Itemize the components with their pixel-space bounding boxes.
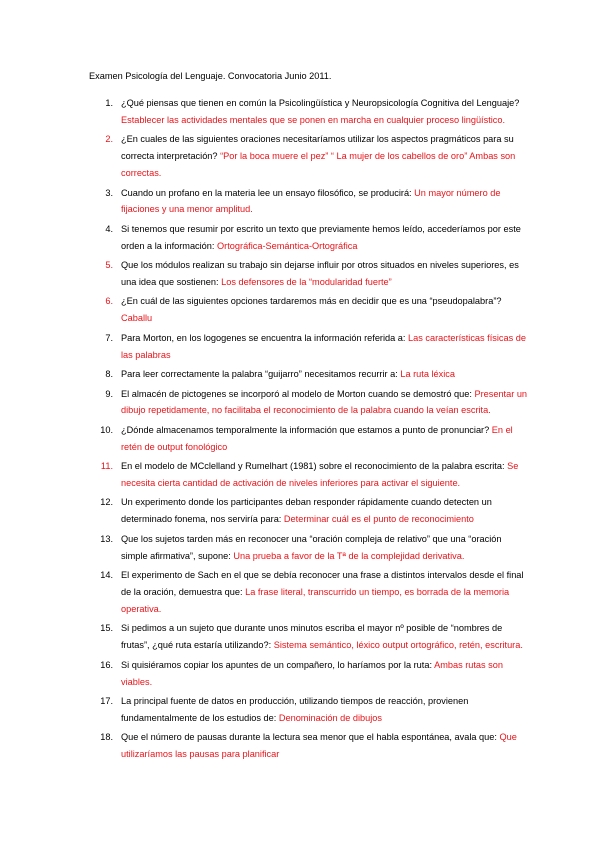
question-item <box>89 95 529 129</box>
question-item <box>89 567 529 618</box>
question-number: 11. <box>100 461 113 472</box>
question-number: 12. <box>100 497 113 508</box>
answer-text: Que utilizaríamos las pausas para planificar <box>121 732 517 760</box>
answer-text: Una prueba a favor de la Tª de la complejidad derivativa. <box>233 550 465 561</box>
answer-text: La frase literal, transcurrido un tiempo, es borrada de la memoria operativa. <box>121 586 510 614</box>
question-text: El experimento de Sach en el que se debía reconocer una frase a distintos intervalos desde el final de la oración, demuestra que: <box>121 570 524 597</box>
question-text: Si pedimos a un sujeto que durante unos minutos escriba el mayor nº posible de “nombres de frutas”, ¿qué ruta estaría utilizando?: <box>121 623 503 651</box>
question-text: En el modelo de MCclelland y Rumelhart (1981) sobre el reconocimiento de la palabra escrita: <box>121 461 505 472</box>
question-text: El almacén de pictogenes se incorporó al modelo de Morton cuando se demostró que: <box>121 388 472 399</box>
question-text: ¿En cuales de las siguientes oraciones necesitaríamos utilizar los aspectos pragmáticos para su correcta interpretación? <box>121 134 514 162</box>
question-number: 10. <box>100 424 113 435</box>
question-text: Para Morton, en los logogenes se encuentra la información referida a: <box>121 332 406 343</box>
question-number: 14. <box>100 570 113 581</box>
question-item <box>89 422 529 456</box>
question-item <box>89 693 529 727</box>
question-number: 17. <box>100 695 113 706</box>
question-text: Si quisiéramos copiar los apuntes de un compañero, lo haríamos por la ruta: <box>121 659 433 670</box>
question-item <box>89 620 529 654</box>
question-item <box>89 366 529 383</box>
question-text: Si tenemos que resumir por escrito un texto que previamente hemos leído, accederíamos por este orden a la información: <box>121 223 521 251</box>
answer-text: Se necesita cierta cantidad de activación de niveles inferiores para activar el siguiente. <box>121 461 519 489</box>
question-item <box>89 185 529 219</box>
question-item <box>89 458 529 492</box>
question-item <box>89 386 529 420</box>
answer-text: Las características físicas de las palabras <box>121 332 526 360</box>
answer-text: “Por la boca muere el pez” “ La mujer de los cabellos de oro” Ambas son correctas. <box>121 151 516 179</box>
question-text: Que el número de pausas durante la lectura sea menor que el habla espontánea, avala que: <box>121 732 497 743</box>
question-number: 9. <box>105 388 113 399</box>
question-number: 2. <box>105 134 113 145</box>
answer-text: Caballu <box>121 313 153 324</box>
answer-text: Determinar cuál es el punto de reconocimiento <box>283 514 474 525</box>
question-item <box>89 131 529 182</box>
answer-text: Presentar un dibujo repetidamente, no facilitaba el reconocimiento de la palabra cuando la veían escrita. <box>121 388 528 416</box>
answer-text: Sistema semántico, léxico output ortográfico, retén, escritura. <box>273 640 523 651</box>
question-text: ¿Dónde almacenamos temporalmente la información que estamos a punto de pronunciar? <box>121 424 490 435</box>
question-number: 7. <box>105 332 113 343</box>
question-text: ¿Qué piensas que tienen en común la Psicolingüística y Neuropsicología Cognitiva del Lenguaje? <box>121 98 520 108</box>
question-number: 18. <box>100 732 113 743</box>
question-number: 16. <box>100 659 113 670</box>
question-text: Que los módulos realizan su trabajo sin dejarse influir por otros situados en niveles superiores, es una idea que sostienen: <box>121 260 519 288</box>
answer-text: En el retén de output fonológico <box>121 424 513 452</box>
answer-text: Ortográfica-Semántica-Ortográfica <box>217 240 358 251</box>
answer-text: Ambas rutas son viables. <box>121 659 504 687</box>
question-number: 8. <box>105 369 113 380</box>
answer-text: Los defensores de la “modularidad fuerte” <box>221 277 392 288</box>
question-item <box>89 221 529 255</box>
question-item <box>89 257 529 291</box>
question-number: 1. <box>105 98 113 108</box>
question-item <box>89 330 529 364</box>
question-number: 4. <box>105 223 113 234</box>
question-text: Para leer correctamente la palabra “guijarro” necesitamos recurrir a: <box>121 369 398 380</box>
question-item <box>89 531 529 565</box>
question-number: 15. <box>100 623 113 634</box>
question-list <box>89 95 529 766</box>
question-text: ¿En cuál de las siguientes opciones tardaremos más en decidir que es una “pseudopalabra”? <box>121 296 502 307</box>
question-item <box>89 729 529 763</box>
page-title: Examen Psicología del Lenguaje. Convocatoria Junio 2011. <box>89 71 332 81</box>
question-text: Cuando un profano en la materia lee un ensayo filosófico, se producirá: <box>121 187 412 198</box>
question-number: 5. <box>105 260 113 271</box>
answer-text: Un mayor número de fijaciones y una menor amplitud. <box>121 187 501 215</box>
question-number: 13. <box>100 533 113 544</box>
question-text: Un experimento donde los participantes deban responder rápidamente cuando detecten un determinado fonema, nos serviría para: <box>121 497 492 525</box>
question-text: Que los sujetos tarden más en reconocer una “oración compleja de relativo” que una “oración simple afirmativa”, supone: <box>121 533 502 561</box>
question-text: La principal fuente de datos en producción, utilizando tiempos de reacción, provienen fundamentalmente de los estudios de: <box>121 695 469 723</box>
question-number: 3. <box>105 187 113 198</box>
answer-text: Denominación de dibujos <box>278 712 383 723</box>
question-number: 6. <box>105 296 113 307</box>
answer-text: La ruta léxica <box>400 369 455 380</box>
answer-text: Establecer las actividades mentales que se ponen en marcha en cualquier proceso lingüístico. <box>121 114 506 125</box>
question-item <box>89 494 529 528</box>
question-item <box>89 657 529 691</box>
question-item <box>89 293 529 327</box>
